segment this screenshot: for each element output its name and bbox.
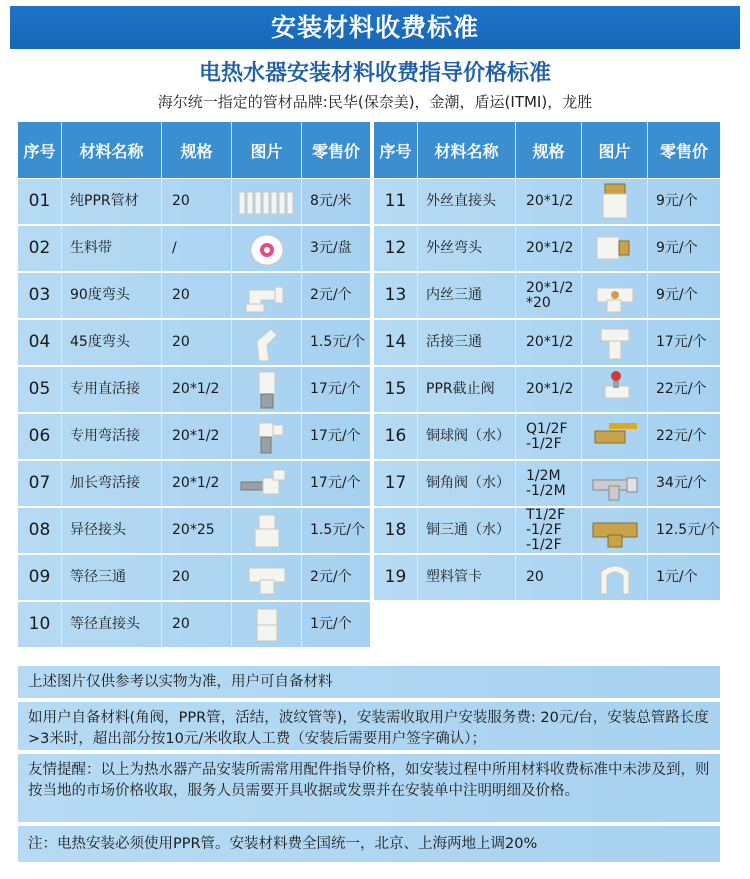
price-table <box>18 122 720 662</box>
retail-price: 17元/个 <box>656 334 707 350</box>
row-number: 09 <box>18 555 62 600</box>
row-number: 12 <box>374 226 418 271</box>
material-name: 内丝三通 <box>418 273 516 318</box>
page-banner <box>10 6 740 46</box>
row-number: 14 <box>374 320 418 365</box>
material-name: 纯PPR管材 <box>62 179 162 224</box>
row-number: 08 <box>18 508 62 553</box>
material-spec: 20 <box>162 179 232 224</box>
elbow-45-icon <box>232 320 302 365</box>
material-name: 90度弯头 <box>62 273 162 318</box>
material-name: 外丝弯头 <box>418 226 516 271</box>
retail-price: 3元/盘 <box>310 240 352 256</box>
row-number: 11 <box>374 179 418 224</box>
reducer-icon <box>232 508 302 553</box>
material-name: 塑料管卡 <box>418 555 516 600</box>
long-elbow-union-icon <box>232 461 302 506</box>
material-name: 等径直接头 <box>62 602 162 647</box>
header-price: 零售价 <box>648 122 720 178</box>
table-row <box>374 226 720 271</box>
table-row <box>374 461 720 506</box>
ptfe-tape-icon <box>232 226 302 271</box>
row-number: 06 <box>18 414 62 459</box>
material-spec: 20*1/2 <box>162 461 232 506</box>
retail-price: 1元/个 <box>656 569 698 585</box>
retail-price: 34元/个 <box>656 475 707 491</box>
row-number: 03 <box>18 273 62 318</box>
table-row <box>18 461 370 506</box>
row-number: 10 <box>18 602 62 647</box>
retail-price: 17元/个 <box>310 475 361 491</box>
ppr-pipe-icon <box>232 179 302 224</box>
brass-angle-valve-icon <box>582 461 648 506</box>
page-subtitle: 电热水器安装材料收费指导价格标准 <box>198 61 551 86</box>
material-spec: 20*1/2 <box>516 226 582 271</box>
header-name: 材料名称 <box>62 122 162 178</box>
material-name: 铜角阀（水） <box>418 461 516 506</box>
table-row <box>18 508 370 553</box>
material-name: 铜三通（水） <box>418 508 516 553</box>
note-service-fee: 如用户自备材料(角阀，PPR管，活结，波纹管等)，安装需收取用户安装服务费: 20元/台，安装总管路长度>3米时，超出部分按10元/米收取人工费（安装后需要用户签字确认）； <box>18 702 720 750</box>
male-thread-elbow-icon <box>582 226 648 271</box>
material-spec: 20*1/2 <box>516 367 582 412</box>
retail-price: 22元/个 <box>656 428 707 444</box>
union-tee-icon <box>582 320 648 365</box>
material-spec: 20*1/2 <box>516 179 582 224</box>
header-img: 图片 <box>232 122 302 178</box>
material-spec: 20 <box>162 320 232 365</box>
coupling-icon <box>232 602 302 647</box>
retail-price: 17元/个 <box>310 381 361 397</box>
table-row <box>374 367 720 412</box>
retail-price: 9元/个 <box>656 287 698 303</box>
table-row <box>18 179 370 224</box>
elbow-union-icon <box>232 414 302 459</box>
table-header-left <box>18 122 370 178</box>
retail-price: 12.5元/个 <box>656 522 720 538</box>
header-spec: 规格 <box>516 122 582 178</box>
table-row <box>18 320 370 365</box>
row-number: 07 <box>18 461 62 506</box>
table-row <box>374 508 720 553</box>
material-spec: Q1/2F -1/2F <box>516 414 582 459</box>
header-spec: 规格 <box>162 122 232 178</box>
retail-price: 1元/个 <box>310 616 352 632</box>
brass-ball-valve-icon <box>582 414 648 459</box>
material-name: PPR截止阀 <box>418 367 516 412</box>
retail-price: 2元/个 <box>310 569 352 585</box>
note-reference: 上述图片仅供参考以实物为准，用户可自备材料 <box>18 666 720 698</box>
material-spec: 20*1/2 <box>516 320 582 365</box>
row-number: 16 <box>374 414 418 459</box>
material-spec: 1/2M -1/2M <box>516 461 582 506</box>
note-ppr-requirement: 注：电热安装必须使用PPR管。安装材料费全国统一，北京、上海两地上调20% <box>18 826 720 862</box>
table-rows-left <box>18 179 370 649</box>
material-name: 专用直活接 <box>62 367 162 412</box>
pipe-clip-icon <box>582 555 648 600</box>
row-number: 01 <box>18 179 62 224</box>
row-number: 15 <box>374 367 418 412</box>
material-spec: 20*25 <box>162 508 232 553</box>
brass-tee-icon <box>582 508 648 553</box>
table-row <box>18 602 370 647</box>
retail-price: 1.5元/个 <box>310 334 365 350</box>
material-spec: 20*1/2 <box>162 414 232 459</box>
retail-price: 8元/米 <box>310 193 352 209</box>
material-name: 铜球阀（水） <box>418 414 516 459</box>
header-img: 图片 <box>582 122 648 178</box>
row-number: 13 <box>374 273 418 318</box>
table-row <box>18 226 370 271</box>
row-number: 05 <box>18 367 62 412</box>
banner-underline <box>10 46 740 49</box>
straight-union-icon <box>232 367 302 412</box>
table-header-right <box>374 122 720 178</box>
brands-line: 海尔统一指定的管材品牌:民华(保奈美)，金潮，盾运(ITMI)，龙胜 <box>157 93 593 111</box>
table-row <box>18 367 370 412</box>
material-spec: 20*1/2 *20 <box>516 273 582 318</box>
material-spec: 20 <box>162 555 232 600</box>
material-name: 异径接头 <box>62 508 162 553</box>
row-number: 18 <box>374 508 418 553</box>
row-number: 19 <box>374 555 418 600</box>
header-name: 材料名称 <box>418 122 516 178</box>
material-spec: / <box>162 226 232 271</box>
table-row <box>374 179 720 224</box>
material-name: 外丝直接头 <box>418 179 516 224</box>
retail-price: 9元/个 <box>656 193 698 209</box>
table-row <box>374 555 720 600</box>
material-name: 专用弯活接 <box>62 414 162 459</box>
material-name: 生料带 <box>62 226 162 271</box>
row-number: 02 <box>18 226 62 271</box>
table-rows-right <box>374 179 720 602</box>
banner-title: 安装材料收费标准 <box>270 13 479 42</box>
row-number: 17 <box>374 461 418 506</box>
material-name: 活接三通 <box>418 320 516 365</box>
material-name: 等径三通 <box>62 555 162 600</box>
material-name: 45度弯头 <box>62 320 162 365</box>
material-name: 加长弯活接 <box>62 461 162 506</box>
retail-price: 9元/个 <box>656 240 698 256</box>
table-row <box>18 273 370 318</box>
stop-valve-icon <box>582 367 648 412</box>
notes-section <box>18 666 720 866</box>
elbow-90-icon <box>232 273 302 318</box>
material-spec: 20*1/2 <box>162 367 232 412</box>
retail-price: 2元/个 <box>310 287 352 303</box>
material-spec: T1/2F -1/2F -1/2F <box>516 508 582 553</box>
material-spec: 20 <box>162 273 232 318</box>
equal-tee-icon <box>232 555 302 600</box>
header-no: 序号 <box>18 122 62 178</box>
table-row <box>374 273 720 318</box>
material-spec: 20 <box>516 555 582 600</box>
female-thread-tee-icon <box>582 273 648 318</box>
retail-price: 17元/个 <box>310 428 361 444</box>
male-thread-coupling-icon <box>582 179 648 224</box>
header-price: 零售价 <box>302 122 370 178</box>
table-row <box>374 414 720 459</box>
table-row <box>374 320 720 365</box>
header-no: 序号 <box>374 122 418 178</box>
note-reminder: 友情提醒：以上为热水器产品安装所需常用配件指导价格，如安装过程中所用材料收费标准中未涉及到，则按当地的市场价格收取，服务人员需要开具收据或发票并在安装单中注明明细及价格。 <box>18 754 720 822</box>
row-number: 04 <box>18 320 62 365</box>
material-spec: 20 <box>162 602 232 647</box>
retail-price: 1.5元/个 <box>310 522 365 538</box>
table-row <box>18 555 370 600</box>
retail-price: 22元/个 <box>656 381 707 397</box>
table-row <box>18 414 370 459</box>
